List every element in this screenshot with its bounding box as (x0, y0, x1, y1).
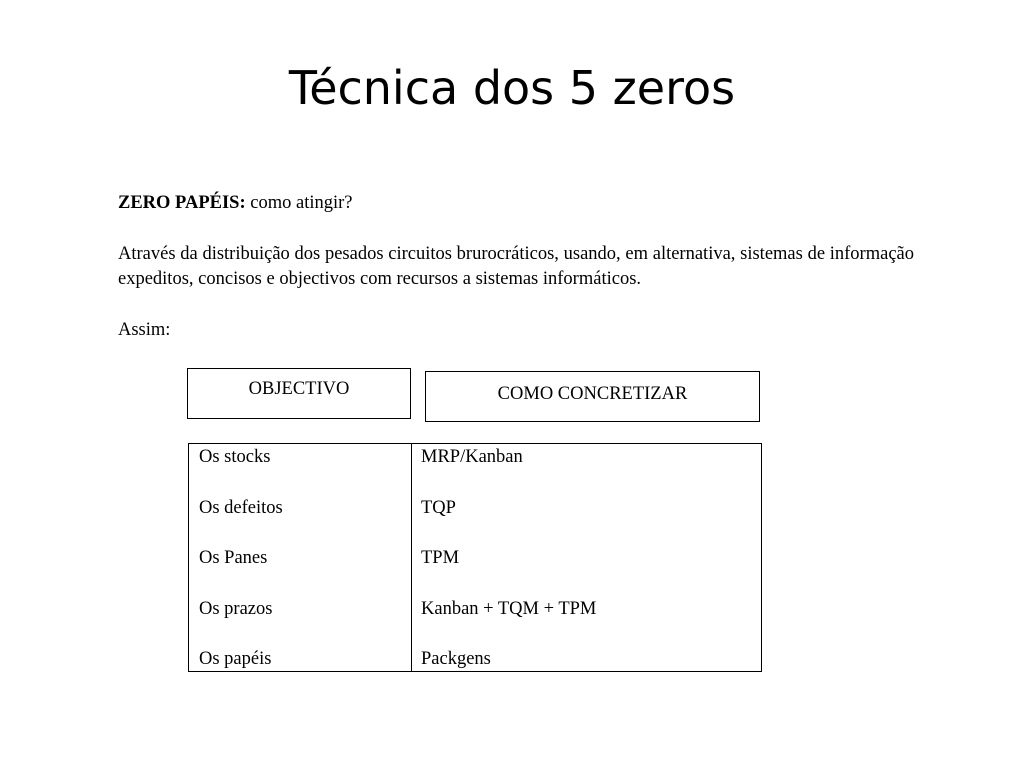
como-column (412, 444, 761, 671)
heading-rest: como atingir? (245, 193, 353, 213)
objectivo-cell: Os papéis (199, 649, 272, 669)
body-paragraph: Através da distribuição dos pesados circuitos brurocráticos, usando, em alternativa, sistemas de informação expeditos, concisos e objectivos com recursos a sistemas informáticos. (118, 244, 914, 289)
como-concretizar-box: COMO CONCRETIZAR (425, 371, 760, 422)
objectivo-cell: Os stocks (199, 447, 271, 467)
como-cell: TQP (421, 497, 456, 518)
heading-bold: ZERO PAPÉIS: (118, 193, 246, 213)
objectivo-box: OBJECTIVO (187, 368, 411, 419)
objectivo-cell: Os defeitos (199, 497, 283, 518)
objectivo-cell: Os prazos (199, 598, 273, 619)
como-cell: MRP/Kanban (421, 447, 523, 467)
como-cell: TPM (421, 548, 460, 568)
objectives-table (188, 443, 762, 672)
slide-title: Técnica dos 5 zeros (288, 61, 736, 115)
section-heading (118, 191, 353, 216)
objectivo-cell: Os Panes (199, 548, 268, 568)
como-cell: Kanban + TQM + TPM (421, 598, 597, 619)
objectivo-column (189, 444, 412, 671)
como-cell: Packgens (421, 649, 491, 669)
assim-label: Assim: (118, 320, 171, 340)
